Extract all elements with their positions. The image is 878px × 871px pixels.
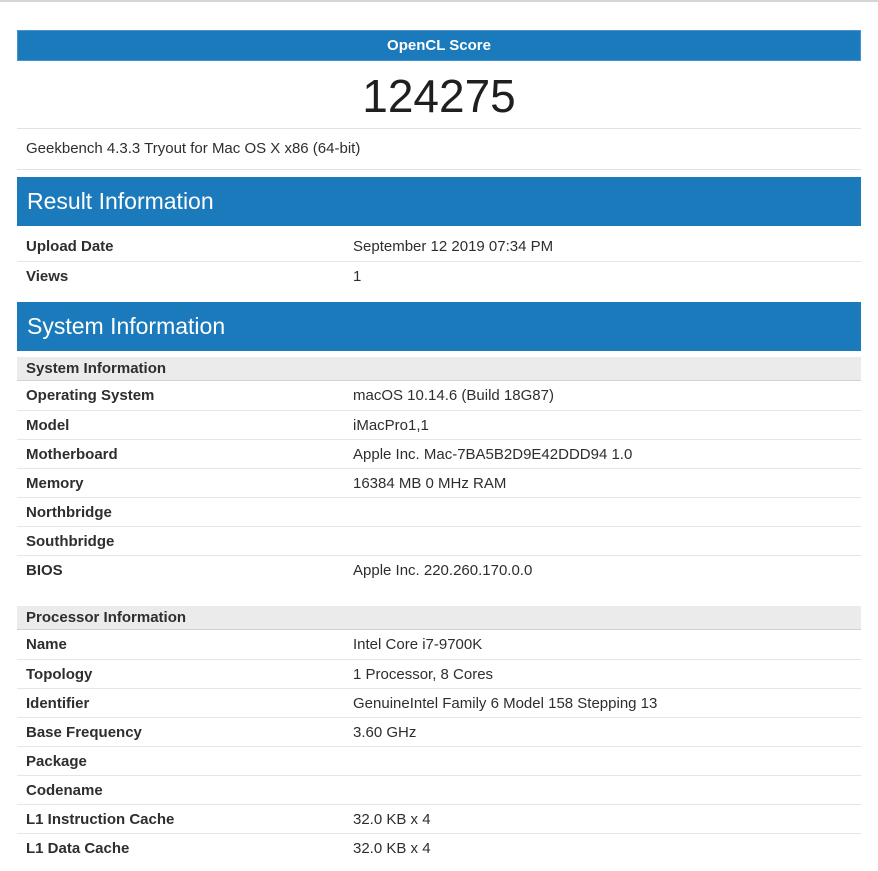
row-label: BIOS: [26, 561, 63, 579]
row-label: L1 Data Cache: [26, 839, 130, 857]
table-row: [17, 659, 861, 688]
table-row: [17, 555, 861, 584]
row-value: 3.60 GHz: [353, 723, 417, 741]
row-value: Intel Core i7-9700K: [353, 636, 483, 653]
row-label: L1 Instruction Cache: [26, 810, 175, 828]
row-label: Memory: [26, 474, 84, 492]
table-subheader: Processor Information: [17, 606, 861, 630]
section-header-system-information: System Information: [17, 302, 861, 351]
system-information-table: [17, 357, 861, 584]
row-label: Southbridge: [26, 532, 115, 550]
row-value: 1 Processor, 8 Cores: [353, 665, 494, 683]
table-subheader: System Information: [17, 357, 861, 381]
row-label: Package: [26, 752, 87, 770]
row-label: Model: [26, 416, 70, 434]
table-row: [17, 232, 861, 261]
table-row: [17, 717, 861, 746]
table-row: [17, 497, 861, 526]
row-label: Views: [26, 267, 69, 285]
row-label: Operating System: [26, 387, 155, 404]
table-row: [17, 746, 861, 775]
row-value: September 12 2019 07:34 PM: [353, 238, 554, 255]
table-row: [17, 381, 861, 410]
table-row: [17, 804, 861, 833]
table-row: [17, 526, 861, 555]
page-container: [17, 30, 861, 862]
score-value: 124275: [362, 70, 516, 122]
row-value: 1: [353, 267, 362, 285]
row-value: 16384 MB 0 MHz RAM: [353, 474, 507, 492]
processor-information-table: [17, 606, 861, 862]
row-label: Name: [26, 636, 67, 653]
table-row: [17, 439, 861, 468]
row-label: Topology: [26, 665, 93, 683]
section-header-result-information: Result Information: [17, 177, 861, 226]
row-label: Motherboard: [26, 445, 118, 463]
table-row: [17, 468, 861, 497]
row-value: GenuineIntel Family 6 Model 158 Stepping 13: [353, 694, 658, 712]
benchmark-client-string: Geekbench 4.3.3 Tryout for Mac OS X x86 (64-bit): [26, 140, 361, 157]
row-value: Apple Inc. Mac-7BA5B2D9E42DDD94 1.0: [353, 445, 633, 463]
result-information-table: [17, 232, 861, 290]
row-value: macOS 10.14.6 (Build 18G87): [353, 387, 554, 404]
divider: [17, 169, 861, 170]
row-label: Base Frequency: [26, 723, 142, 741]
score-type-label: OpenCL Score: [387, 37, 491, 54]
table-row: [17, 833, 861, 862]
row-label: Identifier: [26, 694, 90, 712]
table-row: [17, 410, 861, 439]
row-value: Apple Inc. 220.260.170.0.0: [353, 561, 533, 579]
score-type-banner: [17, 30, 861, 61]
row-label: Codename: [26, 781, 103, 799]
row-value: iMacPro1,1: [353, 416, 429, 434]
row-label: Upload Date: [26, 238, 114, 255]
table-row: [17, 688, 861, 717]
table-row: [17, 261, 861, 290]
table-row: [17, 630, 861, 659]
row-value: 32.0 KB x 4: [353, 839, 431, 857]
row-label: Northbridge: [26, 503, 112, 521]
row-value: 32.0 KB x 4: [353, 810, 431, 828]
table-row: [17, 775, 861, 804]
top-divider: [0, 0, 878, 2]
